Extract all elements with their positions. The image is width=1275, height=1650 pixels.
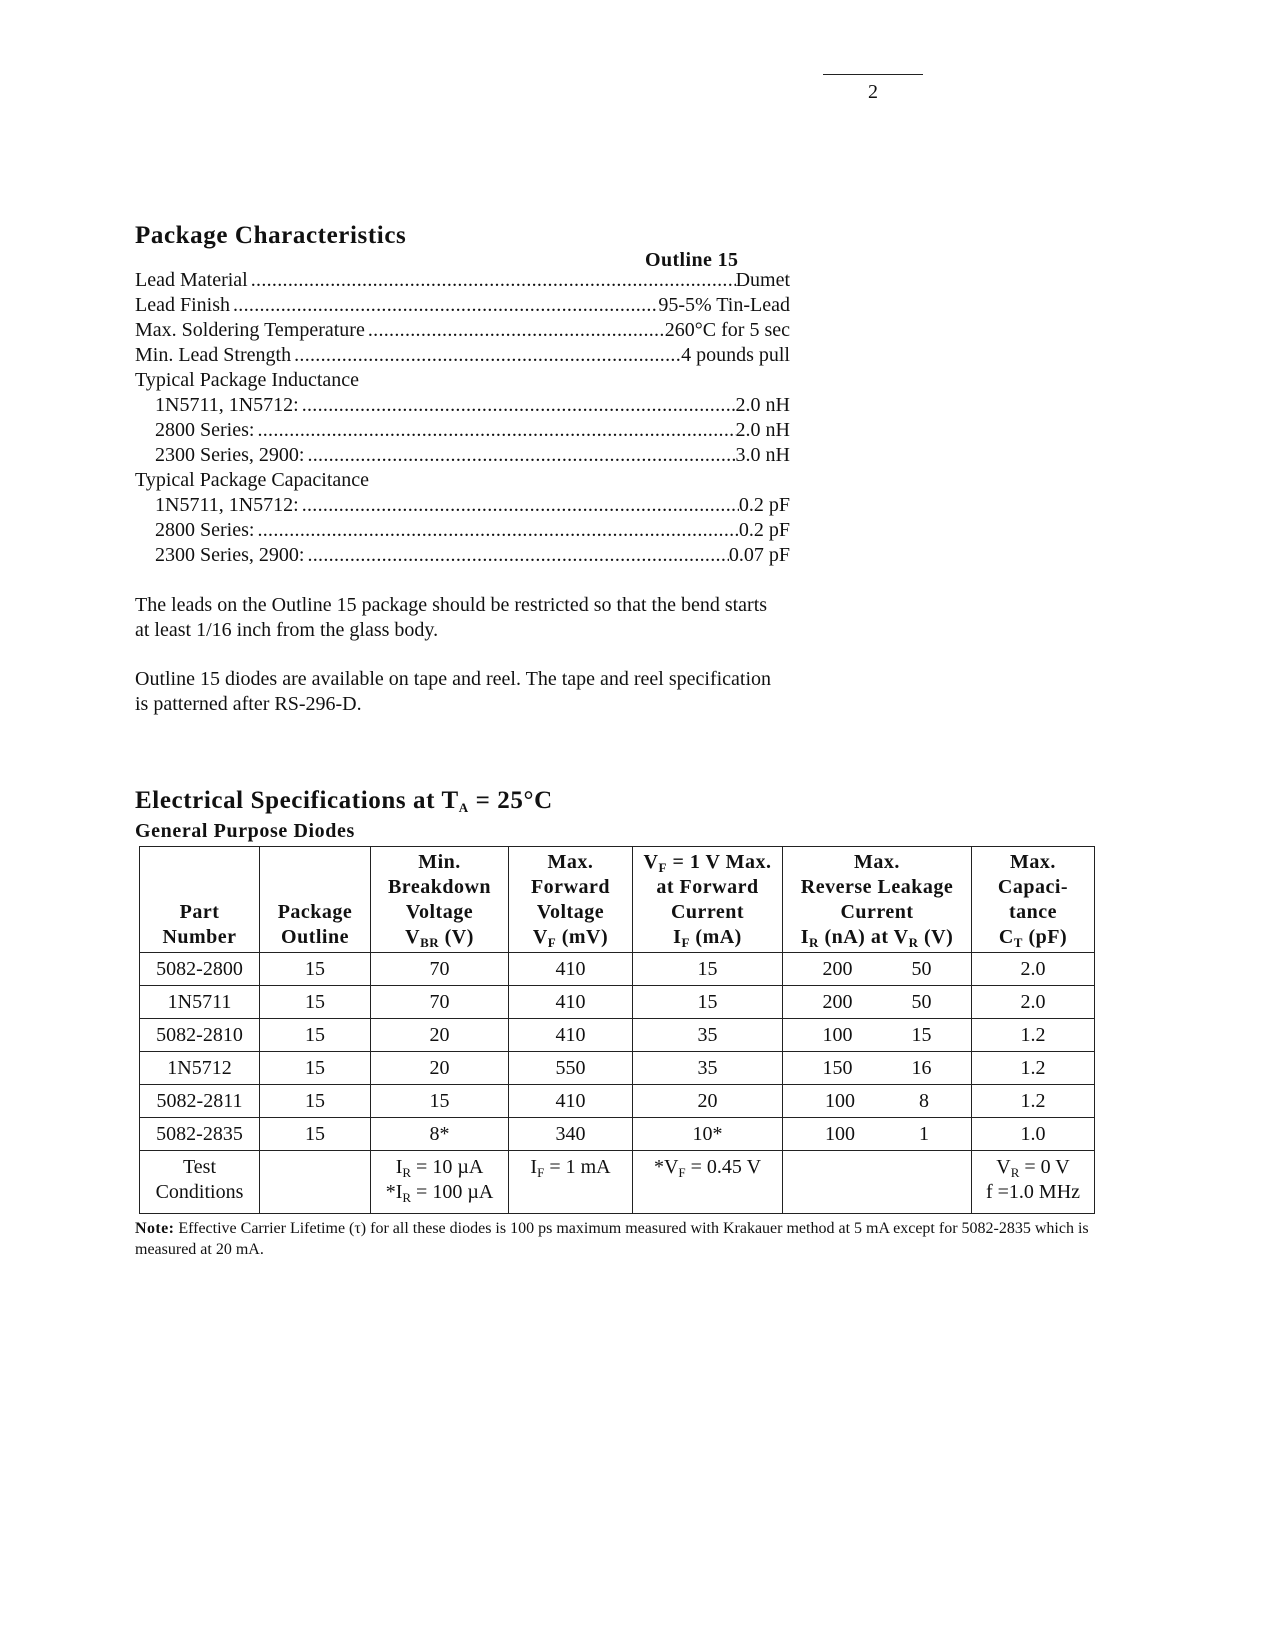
characteristic-value: 4 pounds pull: [681, 344, 790, 366]
lifetime-note: Note: Effective Carrier Lifetime (τ) for all these diodes is 100 ps maximum measured with Krakauer method at 5 mA except for 5082-2835 which is measured at 20 mA.: [135, 1220, 1089, 1258]
cell-reverse-leakage: [783, 953, 972, 986]
cell-forward-current: 35: [633, 1052, 783, 1085]
cell-leakage-current: 100: [825, 1090, 855, 1112]
cell-part-number: 5082-2835: [140, 1118, 260, 1151]
cell-breakdown-voltage: 70: [371, 986, 509, 1019]
cell-reverse-leakage: [783, 986, 972, 1019]
lead-restriction-paragraph: The leads on the Outline 15 package should be restricted so that the bend starts at least 1/16 inch from the glass body.: [135, 594, 768, 641]
cell-breakdown-voltage: 15: [371, 1085, 509, 1118]
cell-forward-current: 15: [633, 953, 783, 986]
cell-capacitance: 2.0: [972, 986, 1095, 1019]
test-conditions-breakdown: $I_R = 10$ µA $*I_R = 100$ µA: [371, 1151, 509, 1214]
cell-leakage-current: 150: [822, 1057, 853, 1079]
characteristic-value: 2.0 nH: [735, 419, 790, 441]
outline-column-header: Outline 15: [645, 249, 739, 271]
cell-part-number: 5082-2810: [140, 1019, 260, 1052]
header-capacitance: Max. Capaci- tance $C_T$ (pF): [972, 847, 1095, 953]
package-characteristic-row: [135, 393, 790, 418]
cell-forward-current: 10*: [633, 1118, 783, 1151]
characteristic-label: Lead Material: [135, 269, 248, 291]
cell-capacitance: 1.2: [972, 1019, 1095, 1052]
test-conditions-outline: [260, 1151, 371, 1214]
cell-breakdown-voltage: 20: [371, 1019, 509, 1052]
cell-reverse-leakage: [783, 1085, 972, 1118]
general-purpose-diodes-subtitle: General Purpose Diodes: [135, 820, 355, 842]
characteristic-value: 0.2 pF: [738, 519, 790, 541]
cell-breakdown-voltage: 20: [371, 1052, 509, 1085]
page-header-rule: [823, 74, 923, 75]
cell-forward-current: 35: [633, 1019, 783, 1052]
characteristic-value: 0.2 pF: [738, 494, 790, 516]
cell-leakage-voltage: 15: [911, 1024, 932, 1046]
characteristic-label: 1N5711, 1N5712:: [155, 494, 299, 516]
package-characteristic-row: [135, 343, 790, 368]
header-forward-voltage: Max. Forward Voltage $V_F$ (mV): [509, 847, 633, 953]
header-package-outline: Package Outline: [260, 847, 371, 953]
cell-leakage-current: 200: [822, 958, 853, 980]
tape-reel-paragraph: Outline 15 diodes are available on tape and reel. The tape and reel specification is patterned after RS-296-D.: [135, 668, 772, 715]
dot-leader: [304, 443, 735, 468]
characteristic-label: Typical Package Capacitance: [135, 469, 370, 491]
cell-forward-voltage: 410: [509, 953, 633, 986]
cell-breakdown-voltage: 8*: [371, 1118, 509, 1151]
cell-capacitance: 1.2: [972, 1085, 1095, 1118]
test-conditions-forward-voltage: $I_F = 1$ mA: [509, 1151, 633, 1214]
characteristic-value: 2.0 nH: [735, 394, 790, 416]
table-row: [140, 1052, 1095, 1085]
dot-leader: [365, 318, 665, 343]
cell-leakage-current: 200: [822, 991, 853, 1013]
table-row: [140, 1085, 1095, 1118]
table-row: [140, 953, 1095, 986]
cell-breakdown-voltage: 70: [371, 953, 509, 986]
header-reverse-leakage: Max. Reverse Leakage Current $I_R$ (nA) at $V_R$ (V): [783, 847, 972, 953]
cell-forward-voltage: 410: [509, 1085, 633, 1118]
cell-leakage-voltage: 16: [911, 1057, 932, 1079]
cell-leakage-voltage: 50: [911, 991, 932, 1013]
characteristic-label: 2800 Series:: [155, 419, 255, 441]
package-characteristics-title: Package Characteristics: [135, 222, 407, 249]
characteristic-label: Max. Soldering Temperature: [135, 319, 365, 341]
cell-reverse-leakage: [783, 1019, 972, 1052]
characteristic-label: 1N5711, 1N5712:: [155, 394, 299, 416]
table-header-row: [140, 847, 1095, 953]
characteristic-value: Dumet: [735, 269, 790, 291]
characteristic-label: 2300 Series, 2900:: [155, 544, 305, 566]
cell-package-outline: 15: [260, 1052, 371, 1085]
test-conditions-row: [140, 1151, 1095, 1214]
dot-leader: [230, 293, 658, 318]
dot-leader: [254, 518, 738, 543]
cell-capacitance: 1.0: [972, 1118, 1095, 1151]
package-characteristic-row: [135, 493, 790, 518]
page-number: 2: [868, 81, 878, 103]
package-characteristic-row: [135, 368, 790, 393]
dot-leader: [248, 268, 736, 293]
test-conditions-forward-current: $*V_F = 0.45$ V: [633, 1151, 783, 1214]
cell-leakage-voltage: 8: [919, 1090, 929, 1112]
cell-leakage-current: 100: [822, 1024, 853, 1046]
cell-forward-current: 20: [633, 1085, 783, 1118]
characteristic-label: 2300 Series, 2900:: [155, 444, 305, 466]
package-characteristic-row: [135, 318, 790, 343]
test-conditions-capacitance: $V_R = 0$ V f =1.0 MHz: [972, 1151, 1095, 1214]
cell-package-outline: 15: [260, 1118, 371, 1151]
table-row: [140, 1019, 1095, 1052]
header-breakdown-voltage: Min. Breakdown Voltage $V_{BR}$ (V): [371, 847, 509, 953]
package-characteristic-row: [135, 443, 790, 468]
cell-part-number: 5082-2811: [140, 1085, 260, 1118]
cell-package-outline: 15: [260, 1019, 371, 1052]
cell-leakage-voltage: 1: [919, 1123, 929, 1145]
test-conditions-leakage: [783, 1151, 972, 1214]
cell-forward-voltage: 410: [509, 1019, 633, 1052]
cell-forward-voltage: 550: [509, 1052, 633, 1085]
cell-forward-voltage: 410: [509, 986, 633, 1019]
cell-forward-current: 15: [633, 986, 783, 1019]
cell-capacitance: 2.0: [972, 953, 1095, 986]
header-part-number: Part Number: [140, 847, 260, 953]
cell-reverse-leakage: [783, 1118, 972, 1151]
package-characteristic-row: [135, 418, 790, 443]
package-characteristic-row: [135, 293, 790, 318]
cell-forward-voltage: 340: [509, 1118, 633, 1151]
dot-leader: [291, 343, 681, 368]
test-conditions-label: Test Conditions: [140, 1151, 260, 1214]
characteristic-value: 3.0 nH: [735, 444, 790, 466]
header-forward-current: $V_F = 1$ V Max. at Forward Current $I_F$ (mA): [633, 847, 783, 953]
cell-reverse-leakage: [783, 1052, 972, 1085]
dot-leader: [299, 393, 736, 418]
dot-leader: [254, 418, 735, 443]
cell-part-number: 1N5711: [140, 986, 260, 1019]
table-row: [140, 1118, 1095, 1151]
cell-capacitance: 1.2: [972, 1052, 1095, 1085]
dot-leader: [304, 543, 728, 568]
cell-package-outline: 15: [260, 986, 371, 1019]
cell-leakage-voltage: 50: [911, 958, 932, 980]
cell-part-number: 1N5712: [140, 1052, 260, 1085]
package-characteristics-list: [135, 268, 790, 568]
characteristic-value: 260°C for 5 sec: [664, 319, 790, 341]
package-characteristic-row: [135, 543, 790, 568]
electrical-specifications-table: [139, 846, 1095, 1214]
package-characteristic-row: [135, 468, 790, 493]
cell-leakage-current: 100: [825, 1123, 855, 1145]
characteristic-label: Typical Package Inductance: [135, 369, 360, 391]
package-characteristic-row: [135, 268, 790, 293]
characteristic-value: 0.07 pF: [728, 544, 790, 566]
table-row: [140, 986, 1095, 1019]
characteristic-label: Lead Finish: [135, 294, 230, 316]
dot-leader: [299, 493, 739, 518]
characteristic-label: Min. Lead Strength: [135, 344, 292, 366]
cell-part-number: 5082-2800: [140, 953, 260, 986]
electrical-specifications-title: Electrical Specifications at $T_A = 25^\circ C$: [135, 787, 553, 815]
package-characteristic-row: [135, 518, 790, 543]
cell-package-outline: 15: [260, 1085, 371, 1118]
characteristic-value: 95-5% Tin-Lead: [658, 294, 790, 316]
characteristic-label: 2800 Series:: [155, 519, 255, 541]
cell-package-outline: 15: [260, 953, 371, 986]
